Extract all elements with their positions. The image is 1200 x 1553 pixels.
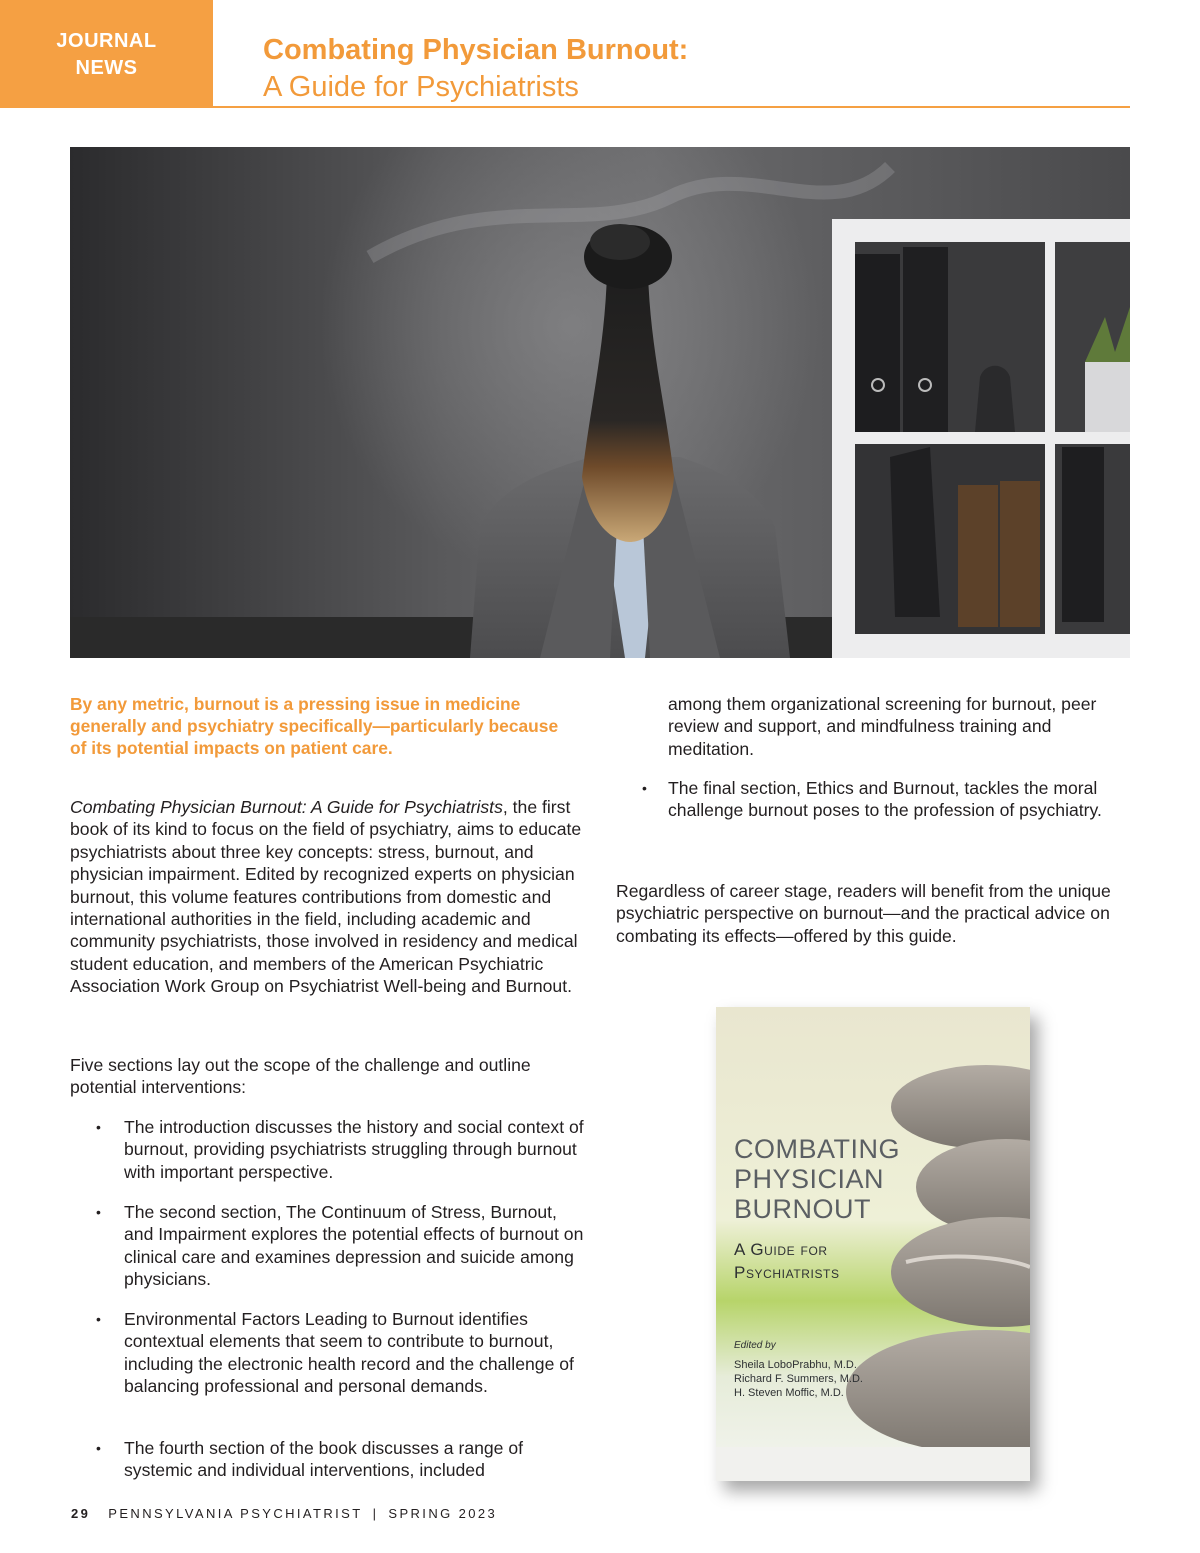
book-subtitle-line: A Guide for: [734, 1240, 828, 1259]
section-tag-line2: NEWS: [75, 57, 138, 79]
list-item-text: The final section, Ethics and Burnout, tackles the moral challenge burnout poses to the profession of psychiatry.: [668, 778, 1102, 821]
list-item: [70, 1201, 585, 1291]
list-item: [70, 1308, 585, 1398]
page-footer: [71, 1506, 497, 1521]
article-title: Combating Physician Burnout:: [263, 34, 689, 66]
book-title-line: BURNOUT: [734, 1194, 871, 1224]
editor-name: Richard F. Summers, M.D.: [734, 1373, 863, 1385]
intro-paragraph: [70, 796, 585, 998]
article-subtitle: A Guide for Psychiatrists: [263, 71, 579, 103]
section-tag-line1: JOURNAL: [56, 30, 157, 52]
list-item-text: Environmental Factors Leading to Burnout identifies contextual elements that seem to contribute to burnout, including the electronic health record and the challenge of balancing professional and personal demands.: [124, 1309, 574, 1397]
page-number: 29: [71, 1506, 91, 1521]
editor-name: Sheila LoboPrabhu, M.D.: [734, 1359, 857, 1371]
edited-by-label: Edited by: [734, 1340, 776, 1351]
list-item-text: The fourth section of the book discusses a range of systemic and individual interventions, included: [124, 1438, 524, 1481]
closing-paragraph: Regardless of career stage, readers will benefit from the unique psychiatric perspective on burnout—and the practical advice on combating its effects—offered by this guide.: [616, 881, 1111, 946]
section-tag: [0, 0, 213, 108]
bullet-icon: •: [96, 1311, 101, 1327]
bullet-icon: •: [642, 780, 647, 796]
editor-name: H. Steven Moffic, M.D.: [734, 1387, 844, 1399]
issue-label: SPRING 2023: [388, 1506, 498, 1521]
list-item-text: The second section, The Continuum of Stress, Burnout, and Impairment explores the potential effects of burnout on clinical care and examines depression and suicide among physicians.: [124, 1202, 584, 1290]
list-item: [70, 1116, 585, 1183]
list-item-continuation: among them organizational screening for burnout, peer review and support, and mindfulness training and meditation.: [668, 694, 1097, 759]
bullet-icon: •: [96, 1119, 101, 1135]
book-title-line: COMBATING: [734, 1134, 900, 1164]
sections-intro-paragraph: Five sections lay out the scope of the challenge and outline potential interventions:: [70, 1055, 531, 1098]
hero-image: [70, 147, 1130, 658]
list-item: [70, 1437, 585, 1482]
bullet-icon: •: [96, 1440, 101, 1456]
intro-paragraph-text: , the first book of its kind to focus on the field of psychiatry, aims to educate psychiatrists about three key concepts: stress, burnout, and physician impairment. Edited by recognized experts on physician burnout, this volume features contributions from domestic and international authorities in the field, including academic and community psychiatrists, those involved in residency and medical student education, and members of the American Psychiatric Association Work Group on Psychiatrist Well-being and Burnout.: [70, 797, 582, 997]
book-cover-image: [716, 1007, 1030, 1481]
bullet-icon: •: [96, 1204, 101, 1220]
book-subtitle-line: Psychiatrists: [734, 1263, 840, 1282]
book-title-italic: Combating Physician Burnout: A Guide for Psychiatrists: [70, 797, 503, 817]
title-divider: [213, 106, 1130, 108]
publication-name: PENNSYLVANIA PSYCHIATRIST: [108, 1506, 363, 1521]
burnt-match-head-person-photo: [70, 147, 1130, 658]
book-title-line: PHYSICIAN: [734, 1164, 885, 1194]
list-item: [614, 777, 1129, 822]
list-item-text: The introduction discusses the history and social context of burnout, providing psychiatrists struggling through burnout with important perspective.: [124, 1117, 584, 1182]
lead-paragraph: By any metric, burnout is a pressing issue in medicine generally and psychiatry specifically—particularly because of its potential impacts on patient care.: [70, 694, 559, 759]
footer-separator: |: [372, 1506, 379, 1521]
